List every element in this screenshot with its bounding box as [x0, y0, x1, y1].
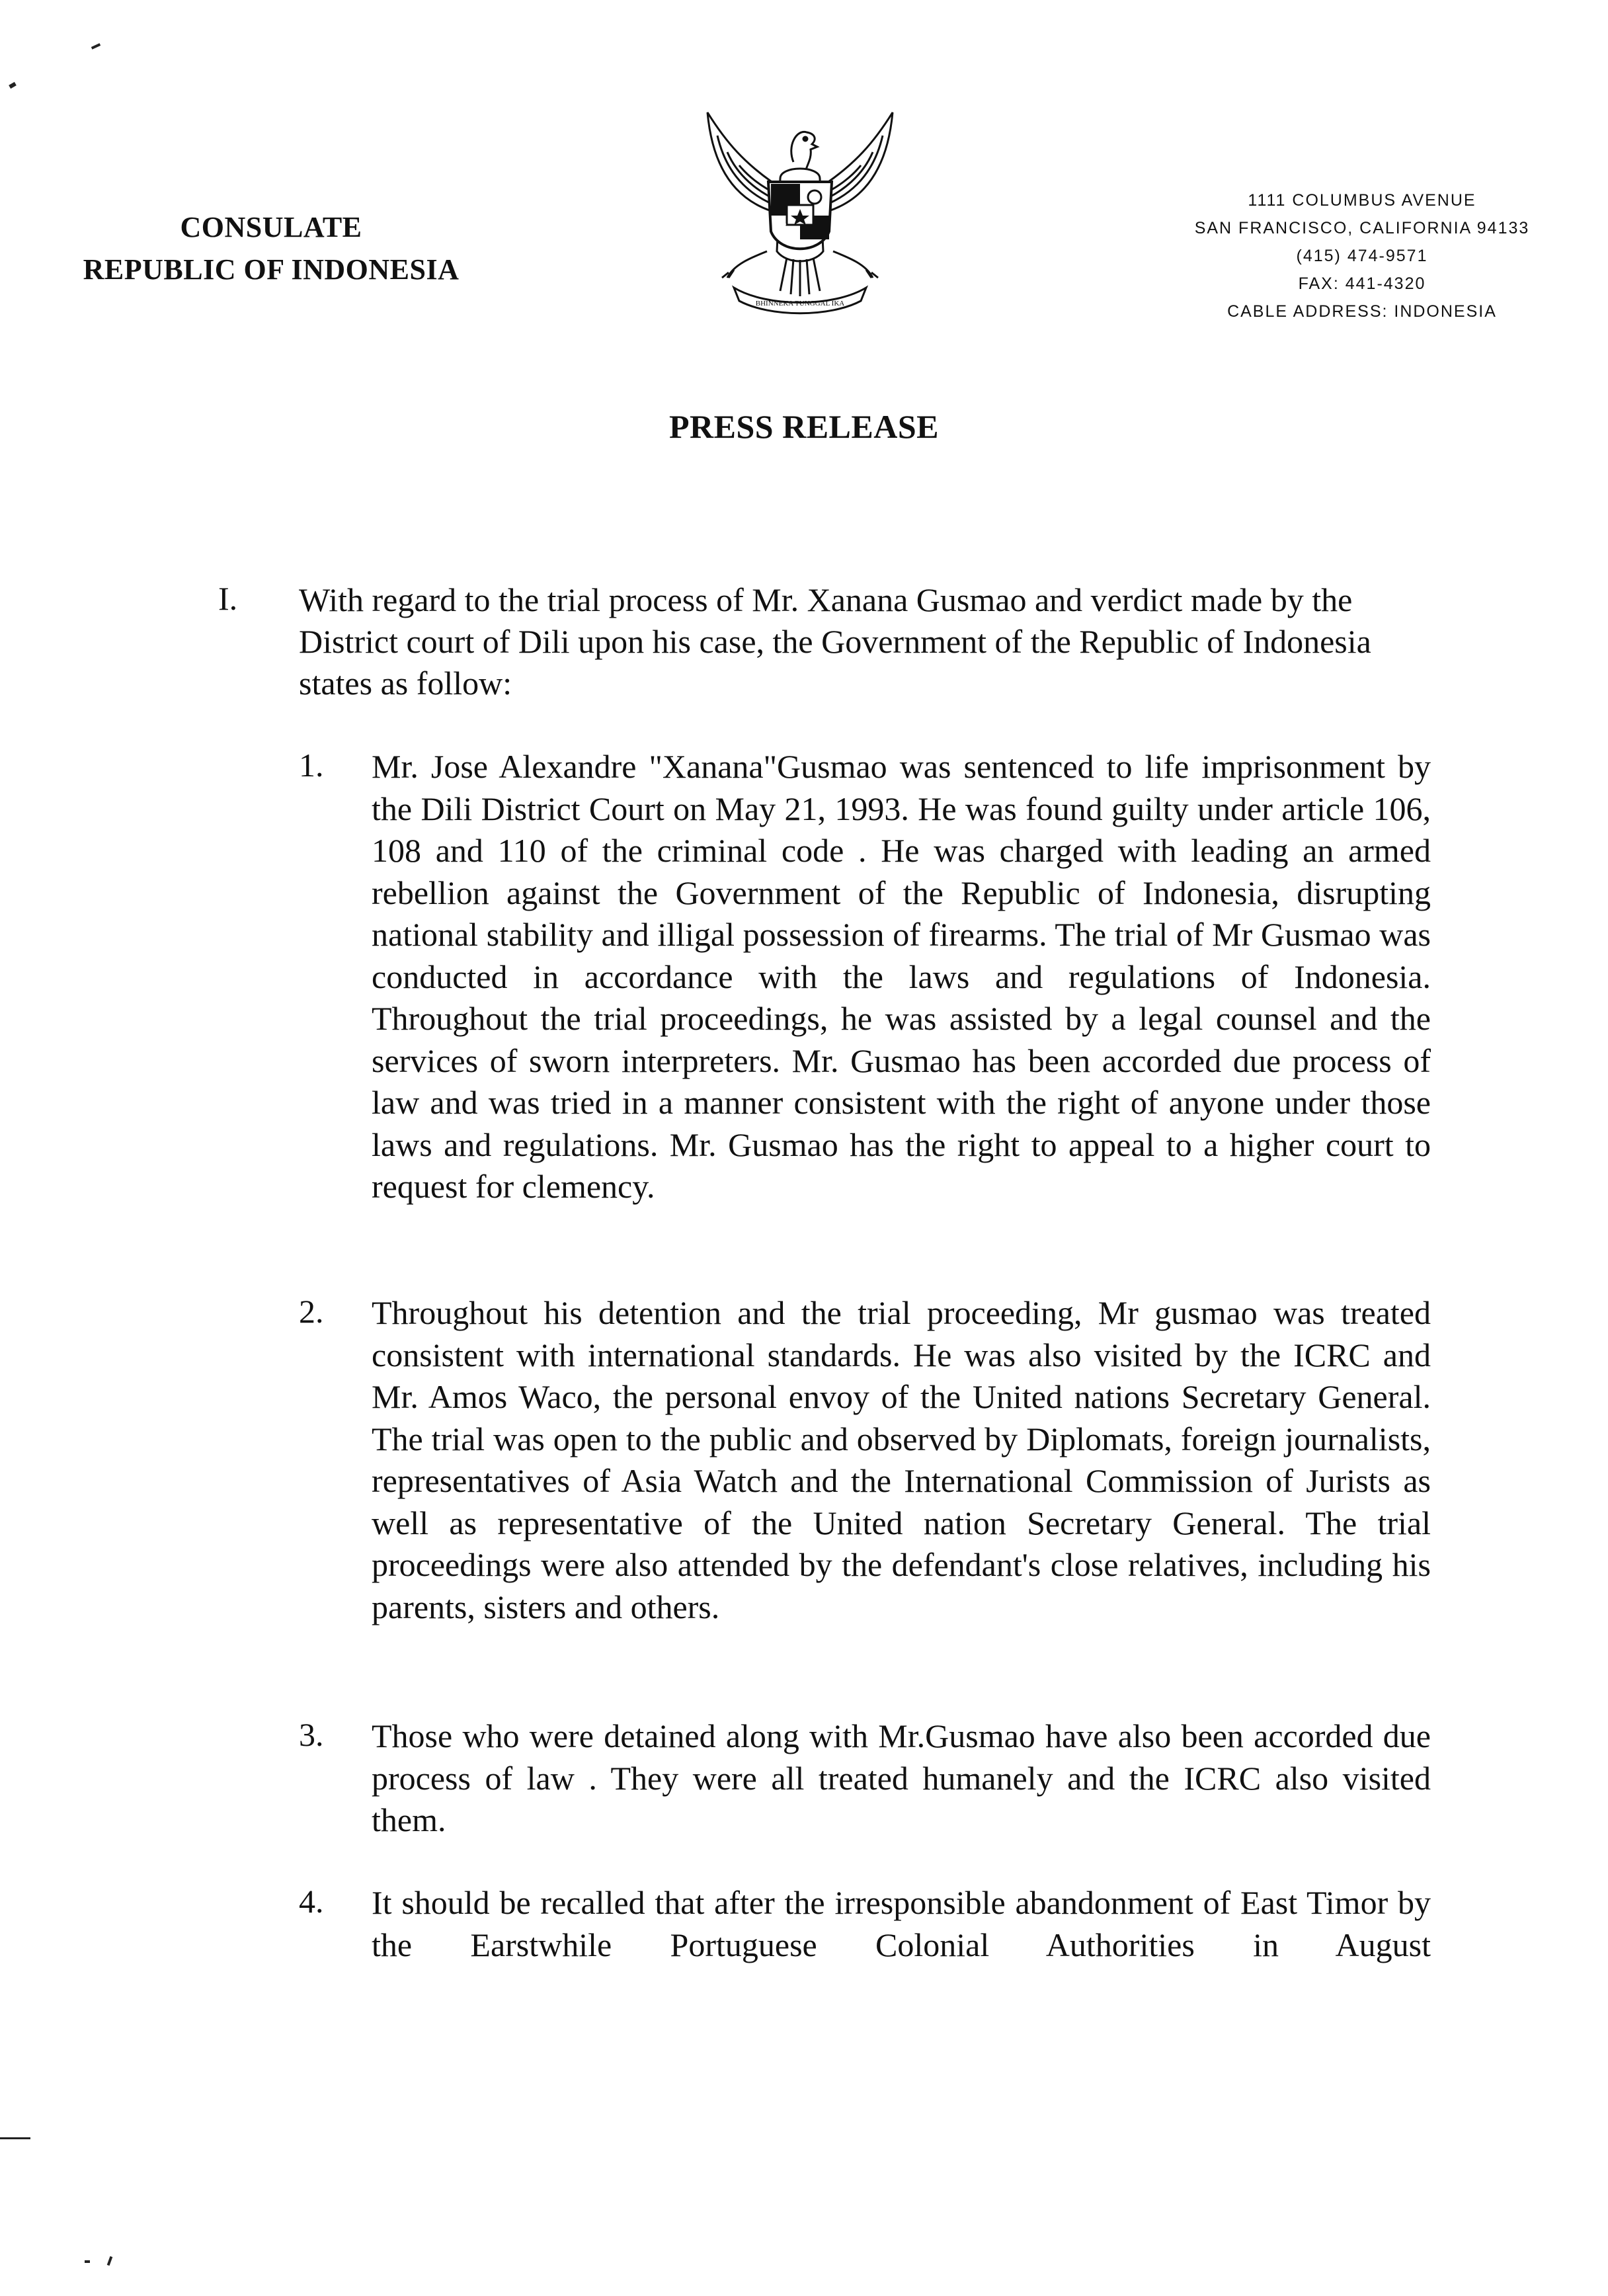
item-number: 1. — [299, 747, 324, 784]
phone-line: (415) 474-9571 — [1296, 247, 1428, 265]
section-number: I. — [218, 580, 238, 617]
consulate-line: CONSULATE — [180, 211, 362, 243]
scan-speck — [85, 2260, 90, 2263]
scan-speck — [9, 82, 17, 89]
section-intro: With regard to the trial process of Mr. Xanana Gusmao and verdict made by the District court of Dili upon his case, the Government of the Republic of Indonesia states as follow: — [299, 581, 1371, 702]
fax-line: FAX: 441-4320 — [1298, 274, 1426, 293]
list-item: Those who were detained along with Mr.Gusmao have also been accorded due process of law . They were all treated humanely and the ICRC also visited them. — [372, 1717, 1431, 1838]
address-line: 1111 COLUMBUS AVENUE — [1248, 191, 1476, 210]
consulate-heading — [73, 206, 469, 291]
list-item: Throughout his detention and the trial proceeding, Mr gusmao was treated consistent with international standards. He was also visited by the ICRC and Mr. Amos Waco, the personal envoy of the United nations Secretary General. The trial was open to the public and observed by Diplomats, foreign journalists, representatives of Asia Watch and the International Commission of Jurists as well as representative of the United nation Secretary General. The trial proceedings were also attended by the defendant's close relatives, including his parents, sisters and others. — [372, 1294, 1431, 1625]
garuda-emblem-icon — [688, 99, 912, 331]
scan-edge-line — [0, 2137, 30, 2139]
item-number: 4. — [299, 1883, 324, 1920]
republic-line: REPUBLIC OF INDONESIA — [83, 253, 460, 286]
cable-address-line: CABLE ADDRESS: INDONESIA — [1227, 302, 1497, 321]
address-line: SAN FRANCISCO, CALIFORNIA 94133 — [1194, 219, 1530, 237]
list-item: It should be recalled that after the irresponsible abandonment of East Timor by the Earstwhile Portuguese Colonial Authorities in August — [372, 1884, 1431, 1963]
list-item: Mr. Jose Alexandre "Xanana"Gusmao was sentenced to life imprisonment by the Dili District Court on May 21, 1993. He was found guilty under article 106, 108 and 110 of the criminal code . He was charged with leading an armed rebellion against the Government of the Republic of Indonesia, disrupting national stability and illigal possession of firearms. The trial of Mr Gusmao was conducted in accordance with the laws and regulations of Indonesia. Throughout the trial proceedings, he was assisted by a legal counsel and the services of sworn interpreters. Mr. Gusmao has been accorded due process of law and was tried in a manner consistent with the right of anyone under those laws and regulations. Mr. Gusmao has the right to appeal to a higher court to request for clemency. — [372, 748, 1431, 1205]
page-title: PRESS RELEASE — [668, 408, 940, 445]
emblem-motto: BHINNEKA TUNGGAL IKA — [755, 300, 845, 308]
consulate-address — [1164, 186, 1560, 325]
item-number: 2. — [299, 1293, 324, 1330]
scan-speck — [91, 43, 100, 50]
scan-speck — [107, 2256, 113, 2266]
item-number: 3. — [299, 1716, 324, 1753]
